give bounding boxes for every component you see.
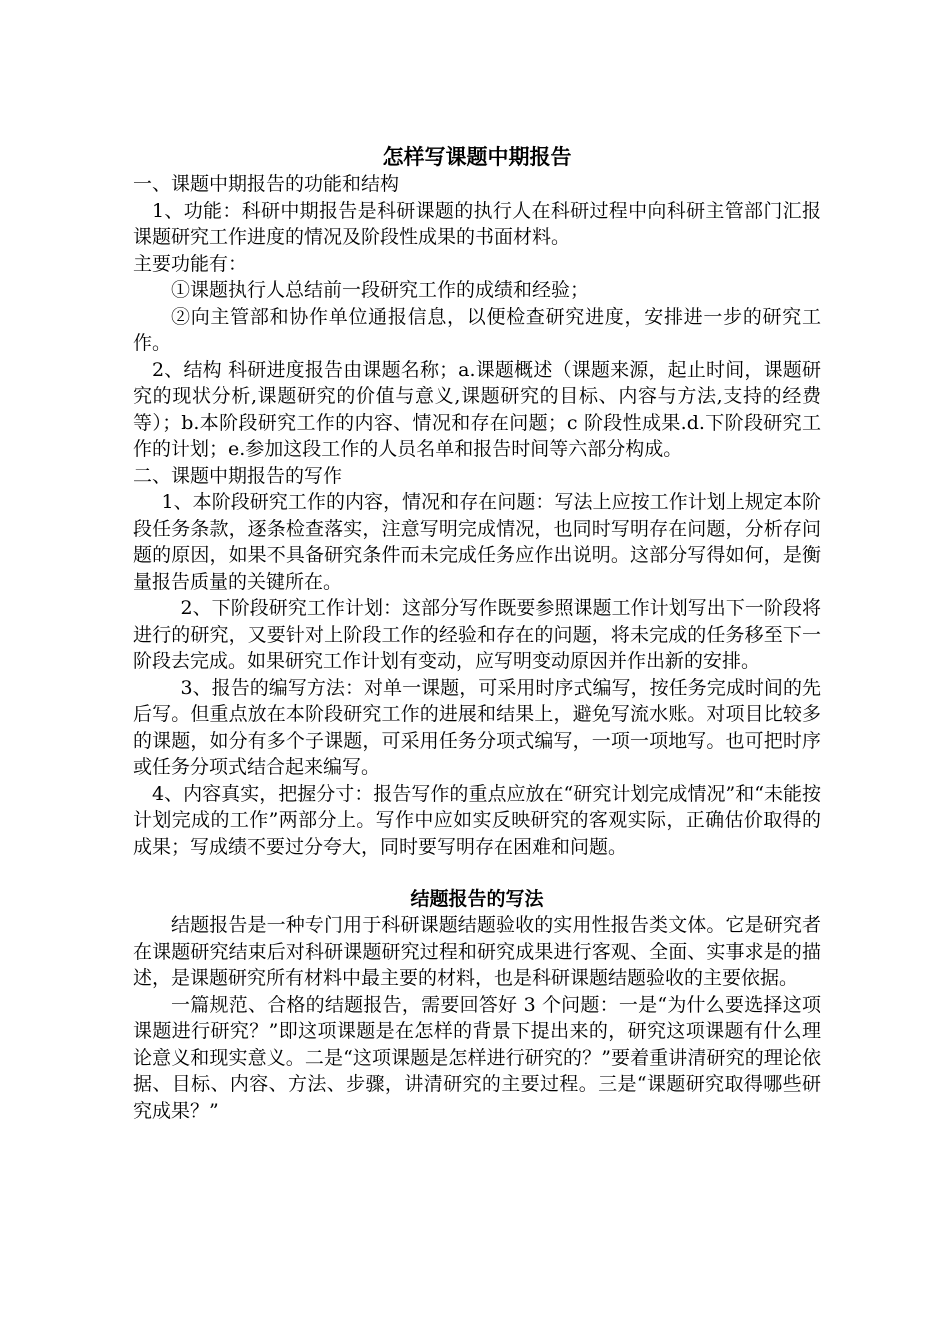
- paragraph-write-2: 2、下阶段研究工作计划：这部分写作既要参照课题工作计划写出下一阶段将进行的研究，又要针对上阶段工作的经验和存在的问题，将未完成的任务移至下一阶段去完成。如果研究工作计划有变动，应写明变动原因并作出新的安排。: [133, 597, 821, 672]
- function-item-2: ②向主管部和协作单位通报信息，以便检查研究进度，安排进一步的研究工作。: [133, 305, 821, 354]
- section-2-heading: 二、课题中期报告的写作: [133, 464, 343, 487]
- paragraph-function: 1、功能：科研中期报告是科研课题的执行人在科研过程中向科研主管部门汇报课题研究工作进度的情况及阶段性成果的书面材料。: [133, 199, 821, 248]
- section-1-heading: 一、课题中期报告的功能和结构: [133, 173, 400, 195]
- paragraph-write-4: 4、内容真实，把握分寸：报告写作的重点应放在“研究计划完成情况”和“未能按计划完成的工作”两部分上。写作中应如实反映研究的客观实际，正确估价取得的成果；写成绩不要过分夸大，同时要写明存在困难和问题。: [133, 782, 821, 858]
- document-title: 怎样写课题中期报告: [382, 144, 572, 169]
- paragraph-structure: 2、结构 科研进度报告由课题名称；a.课题概述（课题来源，起止时间，课题研究的现状分析,课题研究的价值与意义,课题研究的目标、内容与方法,支持的经费等）；b.本阶段研究工作的内容、情况和存在问题；c 阶段性成果.d.下阶段研究工作的计划；e.参加这段工作的人员名单和报告时间等六部分构成。: [133, 358, 821, 460]
- paragraph-write-3: 3、报告的编写方法：对单一课题，可采用时序式编写，按任务完成时间的先后写。但重点放在本阶段研究工作的进展和结果上，避免写流水账。对项目比较多的课题，如分有多个子课题，可采用任务分项式编写，一项一项地写。也可把时序或任务分项式结合起来编写。: [133, 676, 821, 778]
- paragraph-main-functions: 主要功能有：: [133, 252, 248, 275]
- section-title-final-report: 结题报告的写法: [410, 888, 544, 910]
- paragraph-write-1: 1、本阶段研究工作的内容，情况和存在问题：写法上应按工作计划上规定本阶段任务条款，逐条检查落实，注意写明完成情况，也同时写明存在问题，分析存问题的原因，如果不具备研究条件而未完成任务应作出说明。这部分写得如何，是衡量报告质量的关键所在。: [133, 491, 821, 593]
- paragraph-final-2: 一篇规范、合格的结题报告，需要回答好 3 个问题：一是“为什么要选择这项课题进行研究？”即这项课题是在怎样的背景下提出来的，研究这项课题有什么理论意义和现实意义。二是“这项课题是怎样进行研究的？”要着重讲清研究的理论依据、目标、内容、方法、步骤，讲清研究的主要过程。三是“课题研究取得哪些研究成果？”: [133, 993, 821, 1122]
- function-item-1: ①课题执行人总结前一段研究工作的成绩和经验；: [171, 279, 590, 301]
- paragraph-final-1: 结题报告是一种专门用于科研课题结题验收的实用性报告类文体。它是研究者在课题研究结束后对科研课题研究过程和研究成果进行客观、全面、实事求是的描述，是课题研究所有材料中最主要的材料，也是科研课题结题验收的主要依据。: [133, 914, 821, 989]
- document-body: [133, 143, 821, 1124]
